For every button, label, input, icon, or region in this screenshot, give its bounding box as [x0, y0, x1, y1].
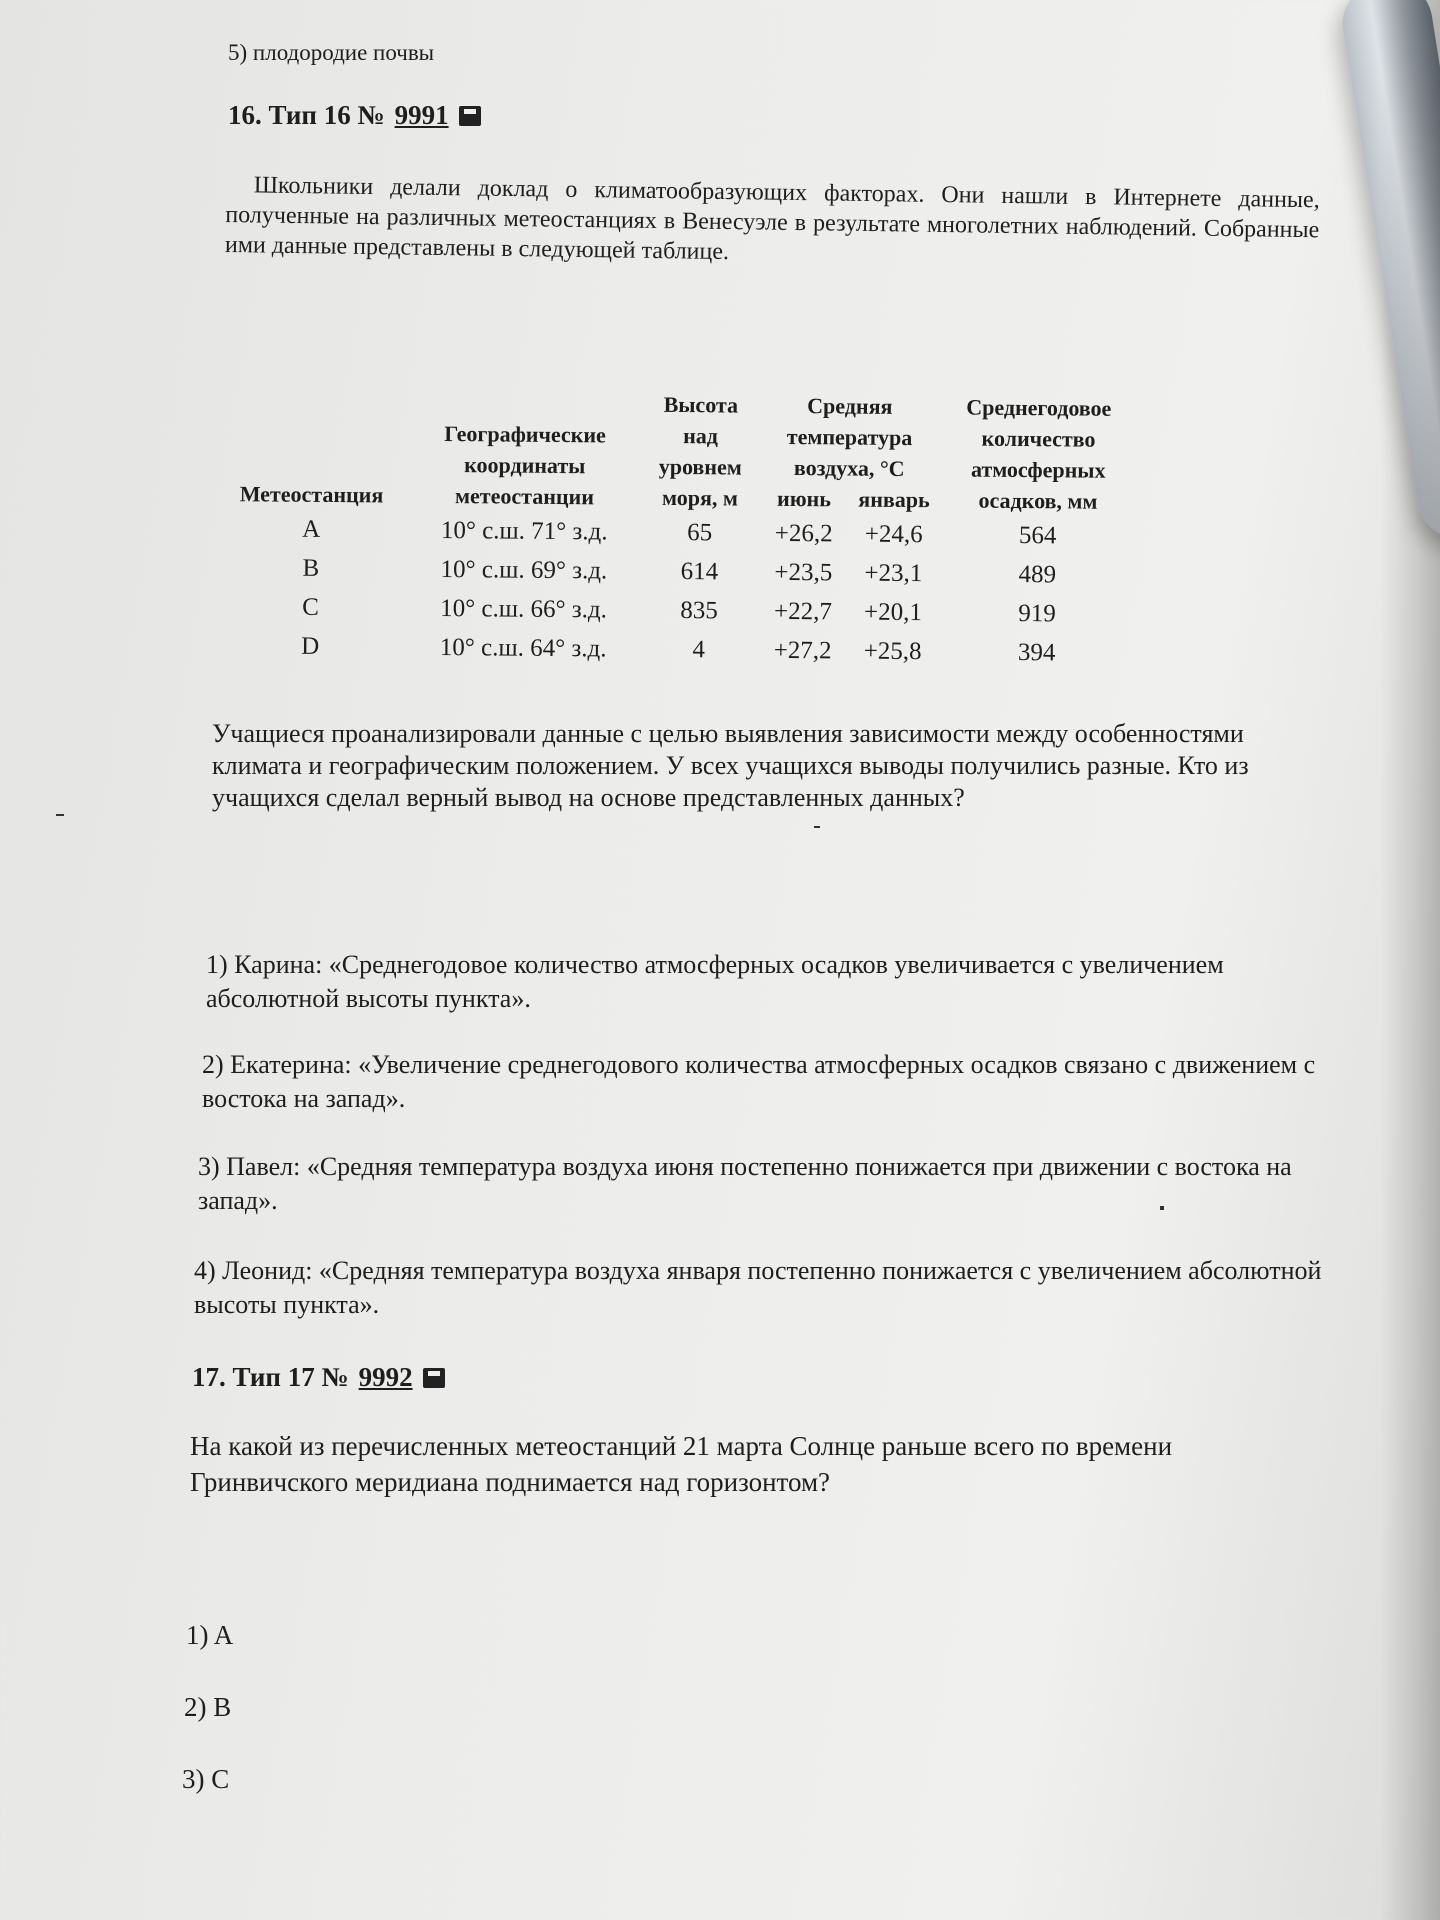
cell-june: +22,7 — [773, 597, 833, 626]
cell-coords: 10° с.ш. 71° з.д. — [440, 516, 608, 546]
cell-coords: 10° с.ш. 66° з.д. — [440, 594, 608, 624]
previous-answer-option: 5) плодородие почвы — [228, 40, 435, 65]
header-precipitation: Среднегодовое количество атмосферных осадков, мм — [966, 394, 1112, 514]
cell-station: B — [302, 554, 320, 582]
cell-height: 4 — [692, 636, 706, 664]
cell-january: +23,1 — [864, 559, 923, 588]
header-temperature: Средняя температура воздуха, °С — [786, 393, 913, 482]
answer-option-2[interactable]: 2) Екатерина: «Увеличение среднегодового количества атмосферных осадков связано с движением с востока на запад». — [202, 1050, 1316, 1113]
cell-height: 65 — [687, 519, 713, 547]
cell-precipitation: 394 — [1017, 639, 1056, 667]
answer-option-1[interactable]: 1) Карина: «Среднегодовое количество атмосферных осадков увеличивается с увеличением абсолютной высоты пункта». — [206, 950, 1224, 1013]
cell-january: +25,8 — [863, 637, 922, 666]
cell-june: +26,2 — [774, 519, 833, 548]
page-edge-shadow — [1380, 0, 1440, 1920]
task-17-question: На какой из перечисленных метеостанций 21 марта Солнце раньше всего по времени Гринвичского меридиана поднимается над горизонтом? — [190, 1431, 1173, 1497]
task-17-header — [192, 1362, 445, 1393]
weather-stations-table — [214, 385, 1138, 673]
paper-speck — [1160, 1206, 1164, 1210]
cell-height: 614 — [680, 558, 719, 586]
answer-option-4[interactable]: 4) Леонид: «Средняя температура воздуха января постепенно понижается с увеличением абсолютной высоты пункта». — [194, 1256, 1322, 1319]
cell-june: +23,5 — [774, 558, 833, 587]
cell-precipitation: 919 — [1018, 600, 1056, 628]
cell-precipitation: 489 — [1018, 561, 1057, 589]
cell-june: +27,2 — [773, 636, 832, 665]
task-17-option-3[interactable]: 3) C — [182, 1764, 230, 1794]
header-coords: Географические координаты метеостанции — [444, 420, 606, 510]
header-station: Метеостанция — [239, 481, 384, 508]
cell-january: +20,1 — [863, 598, 923, 627]
task-16-number-link[interactable]: 9991 — [394, 100, 449, 130]
floppy-disk-icon[interactable] — [423, 1368, 445, 1388]
cell-coords: 10° с.ш. 69° з.д. — [440, 555, 608, 585]
paper-speck — [56, 814, 64, 816]
task-16-header — [228, 100, 481, 131]
table-row — [214, 626, 1136, 673]
floppy-disk-icon[interactable] — [459, 106, 481, 126]
task-16-intro: Школьники делали доклад о климатообразующих факторах. Они нашли в Интернете данные, полученные на различных метеостанциях в Венесуэле в результате многолетних наблюдений. Собранные ими данные представлены в следующей таблице. — [224, 172, 1320, 266]
task-17-option-2[interactable]: 2) B — [184, 1692, 232, 1722]
cell-january: +24,6 — [864, 520, 923, 549]
paper-speck — [814, 826, 820, 828]
header-height: Высота над уровнем моря, м — [658, 391, 742, 511]
cell-precipitation: 564 — [1018, 522, 1057, 550]
cell-coords: 10° с.ш. 64° з.д. — [439, 633, 607, 663]
header-january: январь — [858, 486, 930, 513]
answer-option-3[interactable]: 3) Павел: «Средняя температура воздуха июня постепенно понижается при движении с востока на запад». — [198, 1152, 1292, 1215]
cell-station: A — [302, 515, 321, 543]
header-june: июнь — [777, 485, 832, 512]
cell-station: D — [301, 632, 320, 660]
task-17-number-link[interactable]: 9992 — [358, 1362, 413, 1392]
cell-station: C — [302, 593, 320, 621]
task-16-label: 16. Тип 16 № — [228, 100, 385, 130]
cell-height: 835 — [680, 597, 718, 625]
task-17-option-1[interactable]: 1) A — [186, 1620, 234, 1650]
task-16-question: Учащиеся проанализировали данные с целью выявления зависимости между особенностями климата и географическим положением. У всех учащихся выводы получились разные. Кто из учащихся сделал верный вывод на основе представленных данных? — [212, 719, 1249, 812]
task-17-label: 17. Тип 17 № — [192, 1362, 349, 1392]
